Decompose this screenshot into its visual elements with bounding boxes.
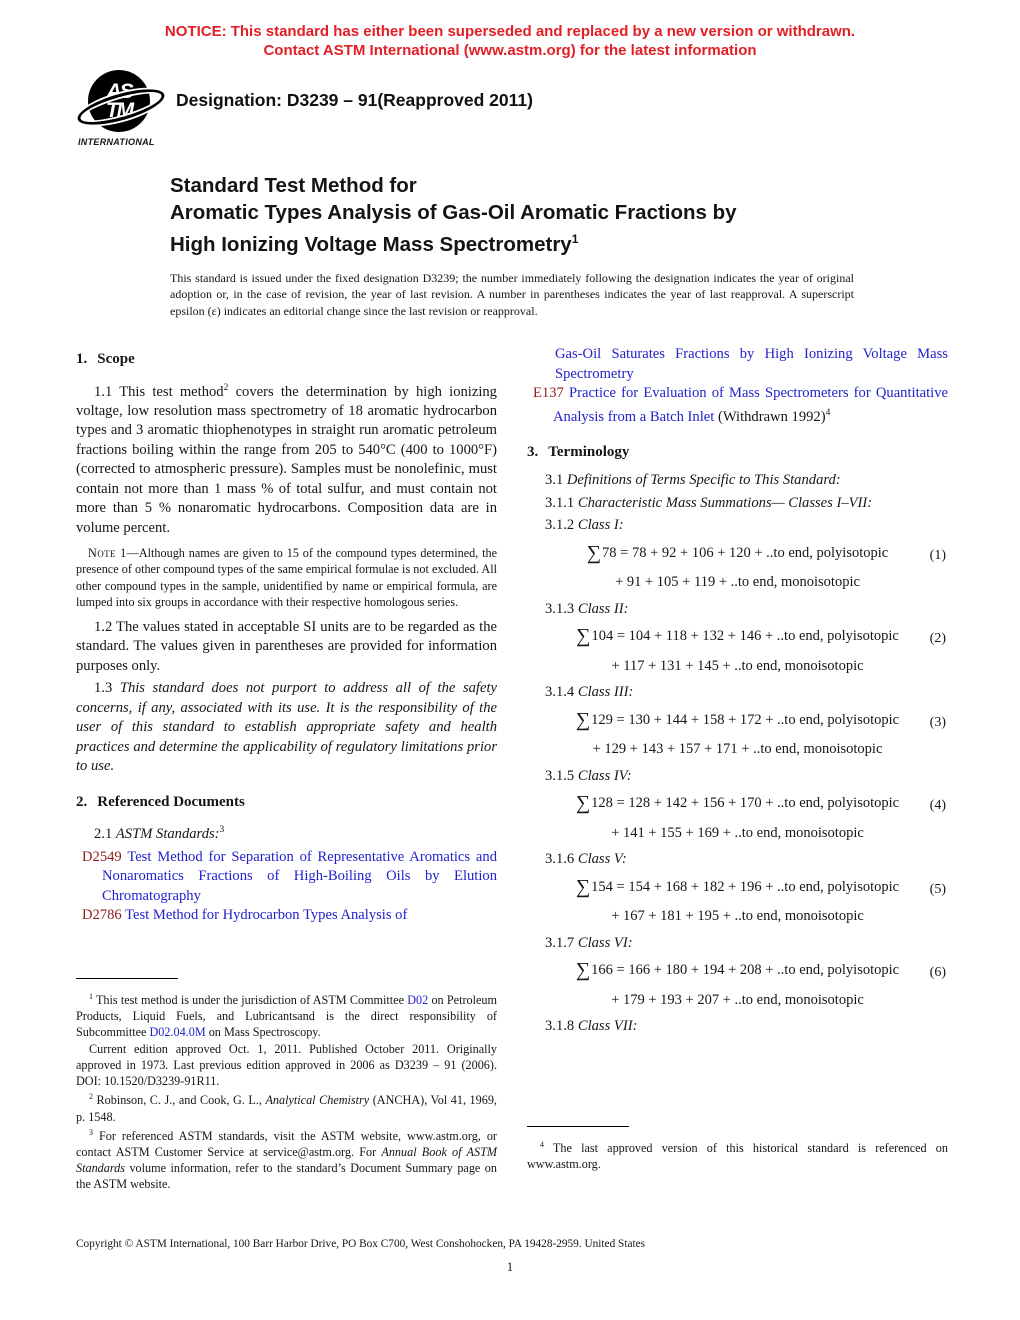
clause-number: 3.1.4 <box>545 684 578 701</box>
section-heading-referenced-documents <box>76 793 497 813</box>
terminology-class-3 <box>527 683 948 760</box>
astm-logo-international: INTERNATIONAL <box>78 137 155 147</box>
equation-4 <box>527 793 948 814</box>
footnote-3: $^3$ For referenced ASTM standards, visit the ASTM website, www.astm.org, or contact ASTM Customer Service at service@astm.org. For Annual Book of ASTM Standards volume information, refer to the standard’s Document Summary page on the ASTM website. <box>76 1127 497 1192</box>
paragraph-3-1-8 <box>527 1017 948 1037</box>
equation-3-line-2: + 129 + 143 + 157 + 171 + ..to end, monoisotopic <box>592 741 883 758</box>
page-number: 1 <box>506 1260 514 1274</box>
clause-number: 3.1.2 <box>545 517 578 534</box>
equation-number: (4) <box>929 798 946 814</box>
equation-4-line-2: + 141 + 155 + 169 + ..to end, monoisotopic <box>611 824 864 841</box>
terminology-class-2 <box>527 600 948 677</box>
sigma-symbol: ∑ <box>575 792 591 815</box>
astm-logo <box>78 70 178 154</box>
footnote-1: $^1$ This test method is under the jurisdiction of ASTM Committee D02 on Petroleum Products, Liquid Fuels, and Lubricantsand is the direct responsibility of Subcommittee D02.04.0M on Mass Spectroscopy. <box>76 992 497 1040</box>
equation-rhs: = 154 + 168 + 182 + 196 + ..to end, polyisotopic <box>612 878 900 895</box>
equation-3 <box>527 710 948 731</box>
footnote-divider <box>527 1126 629 1127</box>
equation-2 <box>527 626 948 647</box>
paragraph-1-3: 1.3 This standard does not purport to address all of the safety concerns, if any, associated with its use. It is the responsibility of the user of this standard to establish appropriate safety and health practices and determine the applicability of regulatory limitations prior to use. <box>76 680 497 775</box>
equation-number: (5) <box>929 881 946 897</box>
reference-d2786 <box>76 906 497 926</box>
clause-number: 3.1.7 <box>545 934 578 951</box>
sigma-symbol: ∑ <box>575 875 591 898</box>
equation-lhs: 128 <box>591 795 613 812</box>
section-title: Referenced Documents <box>97 793 245 810</box>
section-title: Scope <box>97 351 135 367</box>
class-name: Class III: <box>577 684 634 701</box>
title-line-3: High Ionizing Voltage Mass Spectrometry$^1$ <box>170 232 579 256</box>
standard-link-d2786-title[interactable]: Test Method for Hydrocarbon Types Analysis of <box>125 907 408 924</box>
footnote-ref-2: 2 <box>223 382 229 393</box>
equation-5-line-2: + 167 + 181 + 195 + ..to end, monoisotopic <box>611 908 864 925</box>
clause-number: 3.1.5 <box>545 767 578 784</box>
note-1: Note 1—Although names are given to 15 of the compound types determined, the presence of other compound types of the same empirical formulae is not excluded. All other compound types in the sample, unidentified by name or empirical formula, are lumped into six groups in accordance with their respective homologous series. <box>76 546 497 609</box>
equation-number: (2) <box>929 631 946 647</box>
footnote-ref-3: 3 <box>219 825 225 836</box>
clause-number: 3.1.6 <box>545 851 578 868</box>
sigma-symbol: ∑ <box>575 708 591 731</box>
footnote-ref-4: 4 <box>825 407 831 418</box>
standard-link-d2549[interactable]: D2549 <box>82 848 122 865</box>
class-name: Class IV: <box>577 767 632 784</box>
notice-line-2: Contact ASTM International (www.astm.org) for the latest information <box>263 42 757 59</box>
title-line-2: Aromatic Types Analysis of Gas-Oil Aromatic Fractions by <box>170 201 737 224</box>
subcommittee-link-d02-04-0m[interactable]: D02.04.0M <box>149 1025 206 1040</box>
standard-link-d2549-title[interactable]: Test Method for Separation of Representative Aromatics and Nonaromatics Fractions of High-Boiling Oils by Elution Chromatography <box>102 848 497 904</box>
left-column <box>76 345 497 926</box>
equation-lhs: 104 <box>591 628 614 645</box>
title-footnote-ref: 1 <box>571 232 579 246</box>
class-name: Class II: <box>577 600 629 617</box>
footnotes-left <box>76 978 497 1193</box>
note-label: Note 1 <box>88 546 127 561</box>
terminology-class-5 <box>527 850 948 927</box>
clause-number: 1.3 <box>94 680 120 697</box>
section-heading-scope <box>76 350 497 370</box>
equation-number: (3) <box>929 714 946 730</box>
footnote-2: $^2$ Robinson, C. J., and Cook, G. L., Analytical Chemistry (ANCHA), Vol 41, 1969, p. 1548. <box>76 1092 497 1124</box>
notice-banner <box>0 22 1020 60</box>
section-number: 2. <box>76 793 88 810</box>
notice-line-1: NOTICE: This standard has either been superseded and replaced by a new version or withdrawn. <box>164 23 856 40</box>
footnotes-right <box>527 1126 948 1172</box>
reference-d2549 <box>76 848 497 907</box>
reference-d2786-continuation: Gas-Oil Saturates Fractions by High Ionizing Voltage Mass Spectrometry <box>555 346 948 382</box>
sigma-symbol: ∑ <box>586 541 602 564</box>
astm-logo-letters-top: AS <box>106 80 132 103</box>
paragraph-1-1: 1.1 This test method$^2$ covers the determination by high ionizing voltage, low resolution mass spectrometry of 18 aromatic hydrocarbon types and 3 aromatic thiophenotypes in straight run aromatic petroleum fractions boiling within the range from 205 to 540°C (400 to 1000°F) (corrected to atmospheric pressure). Samples must be nonolefinic, must contain not more than 1 mass % of total sulfur, and must contain not more than 5 % nonaromatic hydrocarbons. Composition data are in volume percent. <box>76 382 497 536</box>
class-name: Class VI: <box>577 934 633 951</box>
equation-lhs: 154 <box>591 878 613 895</box>
committee-link-d02[interactable]: D02 <box>407 993 429 1008</box>
paragraph-3-1: 3.1 Definitions of Terms Specific to This Standard: <box>545 472 841 489</box>
equation-number: (1) <box>929 547 946 563</box>
designation: Designation: D3239 – 91(Reapproved 2011) <box>176 90 533 110</box>
equation-lhs: 166 <box>591 962 613 979</box>
paragraph-3-1-1: 3.1.1 Characteristic Mass Summations— Classes I–VII: <box>545 494 873 511</box>
equation-lhs: 129 <box>591 711 613 728</box>
footnote-4: $^4$ The last approved version of this historical standard is referenced on www.astm.org. <box>527 1140 948 1172</box>
sigma-symbol: ∑ <box>575 959 591 982</box>
clause-number: 3.1.3 <box>545 600 578 617</box>
right-column <box>527 345 948 1040</box>
astm-logo-letters-bottom: TM <box>105 99 133 122</box>
paragraph-1-2: 1.2 The values stated in acceptable SI units are to be regarded as the standard. The values given in parentheses are provided for information purposes only. <box>76 618 497 674</box>
issued-note: This standard is issued under the fixed designation D3239; the number immediately following the designation indicates the year of original adoption or, in the case of revision, the year of last revision. A number in parentheses indicates the year of last reapproval. A superscript epsilon (ε) indicates an editorial change since the last revision or reapproval. <box>170 271 854 318</box>
equation-rhs: = 130 + 144 + 158 + 172 + ..to end, polyisotopic <box>612 711 900 728</box>
reference-e137: E137 Practice for Evaluation of Mass Spectrometers for Quantitative Analysis from a Batch Inlet (Withdrawn 1992)$^4$ <box>533 385 948 425</box>
standard-link-d2786[interactable]: D2786 <box>82 907 122 924</box>
equation-number: (6) <box>929 965 946 981</box>
terminology-class-6 <box>527 934 948 1011</box>
equation-rhs: = 128 + 142 + 156 + 170 + ..to end, polyisotopic <box>612 795 900 812</box>
class-name: Class V: <box>577 851 627 868</box>
section-title: Terminology <box>548 443 630 460</box>
copyright-line: Copyright © ASTM International, 100 Barr Harbor Drive, PO Box C700, West Conshohocken, PA 19428-2959. United States <box>76 1238 646 1250</box>
clause-number: 3.1.1 <box>545 494 578 511</box>
equation-lhs: 78 <box>602 544 617 561</box>
section-number: 3. <box>527 443 539 460</box>
class-name: Class I: <box>577 517 624 534</box>
equation-6 <box>527 960 948 981</box>
section-heading-terminology <box>527 443 948 463</box>
standard-link-e137[interactable]: E137 <box>533 385 564 401</box>
equation-rhs: = 104 + 118 + 132 + 146 + ..to end, polyisotopic <box>613 628 899 645</box>
standard-link-e137-title[interactable]: Practice for Evaluation of Mass Spectrometers for Quantitative Analysis from a Batch Inlet <box>553 385 948 425</box>
equation-1-line-2: + 91 + 105 + 119 + ..to end, monoisotopic <box>615 574 860 591</box>
clause-number: 2.1 <box>94 826 116 843</box>
clause-number: 3.1 <box>545 472 567 489</box>
equation-1 <box>527 543 948 564</box>
document-title <box>170 172 890 258</box>
sigma-symbol: ∑ <box>576 625 591 648</box>
class-name: Class VII: <box>577 1018 638 1035</box>
footnote-divider <box>76 978 178 979</box>
equation-2-line-2: + 117 + 131 + 145 + ..to end, monoisotopic <box>611 657 864 674</box>
section-number: 1. <box>76 351 88 367</box>
terminology-class-4 <box>527 767 948 844</box>
title-kicker: Standard Test Method for <box>170 174 417 197</box>
footnote-1-edition: Current edition approved Oct. 1, 2011. Published October 2011. Originally approved in 1973. Last previous edition approved in 2006 as D3239 – 91 (2006). DOI: 10.1520/D3239-91R11. <box>76 1041 497 1089</box>
equation-rhs: = 78 + 92 + 106 + 120 + ..to end, polyisotopic <box>616 544 889 561</box>
clause-number: 3.1.8 <box>545 1018 578 1035</box>
equation-rhs: = 166 + 180 + 194 + 208 + ..to end, polyisotopic <box>612 962 900 979</box>
paragraph-2-1: 2.1 ASTM Standards:$^3$ <box>94 825 225 843</box>
terminology-class-1 <box>527 516 948 593</box>
equation-5 <box>527 877 948 898</box>
equation-6-line-2: + 179 + 193 + 207 + ..to end, monoisotopic <box>611 991 864 1008</box>
